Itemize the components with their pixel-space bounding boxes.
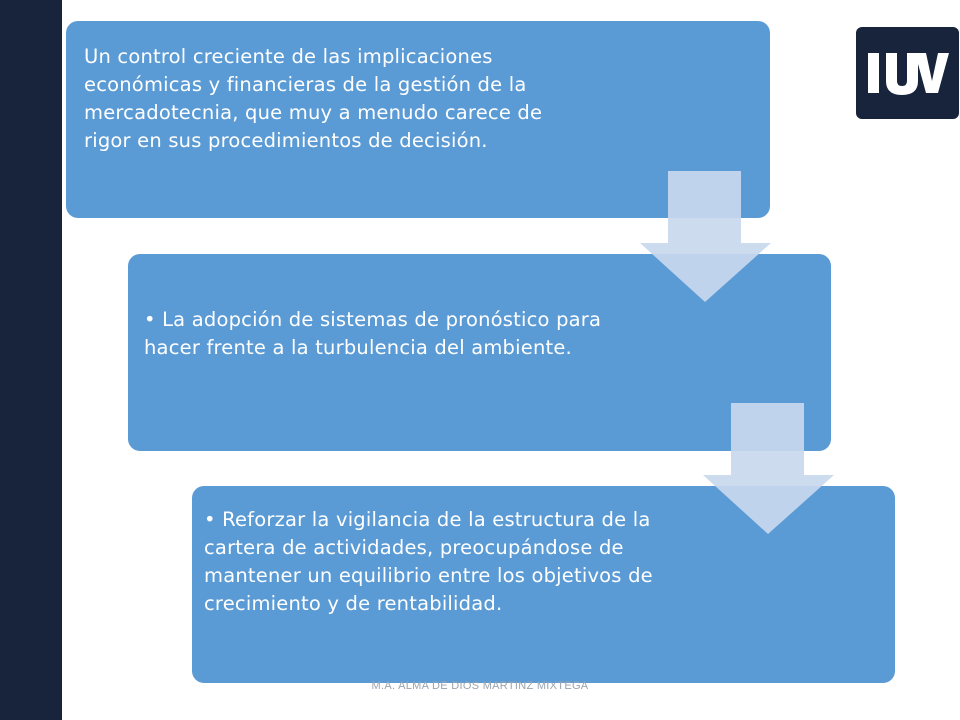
down-arrow-icon	[640, 171, 771, 302]
footer-author: M.A. ALMA DE DIOS MARTINZ MIXTEGA	[371, 680, 589, 692]
down-arrow-icon	[703, 403, 834, 534]
left-sidebar-bar	[0, 0, 62, 720]
process-step-3-text: • Reforzar la vigilancia de la estructura de la cartera de actividades, preocupándose de mantener un equilibrio entre los objetivos de crecimiento y de rentabilidad.	[204, 508, 653, 615]
process-step-1-text: Un control creciente de las implicaciones económicas y financieras de la gestión de la mercadotecnia, que muy a menudo carece de rigor en sus procedimientos de decisión.	[84, 45, 543, 152]
iuv-logo	[856, 27, 959, 119]
process-step-2-text: • La adopción de sistemas de pronóstico para hacer frente a la turbulencia del ambiente.	[144, 308, 602, 359]
iuv-logo-mark	[866, 50, 950, 96]
